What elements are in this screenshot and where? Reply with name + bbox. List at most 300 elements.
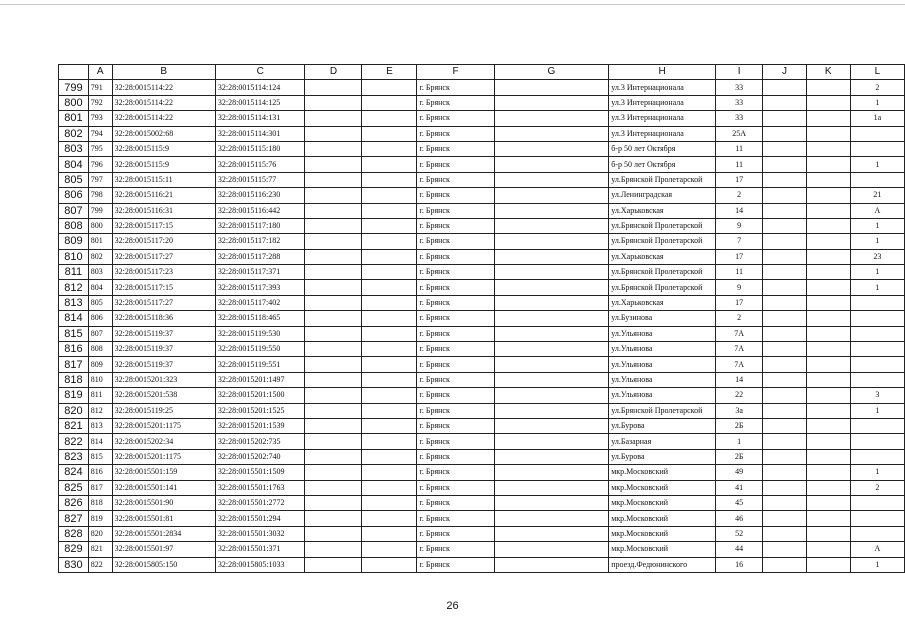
row-number[interactable]: 811 [59, 265, 89, 280]
cell-f[interactable]: г. Брянск [417, 188, 494, 203]
cell-l[interactable]: 1 [850, 218, 904, 233]
cell-d[interactable] [305, 342, 362, 357]
column-header-b[interactable]: B [112, 65, 215, 80]
cell-j[interactable] [763, 218, 806, 233]
cell-d[interactable] [305, 480, 362, 495]
row-number[interactable]: 822 [59, 434, 89, 449]
cell-k[interactable] [806, 480, 850, 495]
cell-g[interactable] [494, 188, 609, 203]
cell-e[interactable] [362, 218, 417, 233]
cell-k[interactable] [806, 203, 850, 218]
cell-b[interactable]: 32:28:0015117:23 [112, 265, 215, 280]
cell-a[interactable]: 811 [88, 388, 112, 403]
cell-g[interactable] [494, 403, 609, 418]
cell-h[interactable]: б-р 50 лет Октября [609, 141, 716, 156]
row-number[interactable]: 803 [59, 141, 89, 156]
cell-f[interactable]: г. Брянск [417, 372, 494, 387]
cell-k[interactable] [806, 434, 850, 449]
cell-a[interactable]: 796 [88, 157, 112, 172]
row-number[interactable]: 819 [59, 388, 89, 403]
cell-b[interactable]: 32:28:0015501:2834 [112, 526, 215, 541]
cell-j[interactable] [763, 418, 806, 433]
cell-k[interactable] [806, 188, 850, 203]
cell-d[interactable] [305, 388, 362, 403]
cell-c[interactable]: 32:28:0015201:1500 [215, 388, 305, 403]
cell-d[interactable] [305, 203, 362, 218]
cell-c[interactable]: 32:28:0015117:402 [215, 295, 305, 310]
cell-f[interactable]: г. Брянск [417, 157, 494, 172]
cell-a[interactable]: 797 [88, 172, 112, 187]
cell-e[interactable] [362, 80, 417, 95]
cell-e[interactable] [362, 526, 417, 541]
cell-f[interactable]: г. Брянск [417, 218, 494, 233]
cell-b[interactable]: 32:28:0015117:20 [112, 234, 215, 249]
row-number[interactable]: 801 [59, 111, 89, 126]
row-number[interactable]: 814 [59, 311, 89, 326]
cell-d[interactable] [305, 218, 362, 233]
cell-l[interactable] [850, 141, 904, 156]
cell-d[interactable] [305, 172, 362, 187]
cell-i[interactable]: 2Б [715, 418, 762, 433]
cell-j[interactable] [763, 80, 806, 95]
cell-l[interactable]: 1 [850, 403, 904, 418]
cell-a[interactable]: 792 [88, 95, 112, 110]
cell-d[interactable] [305, 265, 362, 280]
cell-i[interactable]: 1 [715, 434, 762, 449]
cell-k[interactable] [806, 265, 850, 280]
cell-i[interactable]: 45 [715, 495, 762, 510]
row-number[interactable]: 829 [59, 542, 89, 557]
cell-i[interactable]: 49 [715, 465, 762, 480]
column-header-i[interactable]: I [715, 65, 762, 80]
cell-g[interactable] [494, 295, 609, 310]
cell-h[interactable]: ул.Харьковская [609, 249, 716, 264]
cell-k[interactable] [806, 388, 850, 403]
column-header-e[interactable]: E [362, 65, 417, 80]
cell-a[interactable]: 791 [88, 80, 112, 95]
cell-b[interactable]: 32:28:0015117:15 [112, 218, 215, 233]
cell-e[interactable] [362, 141, 417, 156]
cell-d[interactable] [305, 434, 362, 449]
cell-l[interactable] [850, 526, 904, 541]
cell-i[interactable]: 11 [715, 157, 762, 172]
column-header-f[interactable]: F [417, 65, 494, 80]
cell-g[interactable] [494, 511, 609, 526]
cell-i[interactable]: 7А [715, 342, 762, 357]
cell-e[interactable] [362, 418, 417, 433]
cell-j[interactable] [763, 172, 806, 187]
cell-a[interactable]: 799 [88, 203, 112, 218]
cell-b[interactable]: 32:28:0015201:1175 [112, 418, 215, 433]
cell-c[interactable]: 32:28:0015114:125 [215, 95, 305, 110]
cell-h[interactable]: мкр.Московский [609, 465, 716, 480]
cell-l[interactable]: 1 [850, 280, 904, 295]
cell-h[interactable]: ул.Ульянова [609, 326, 716, 341]
cell-a[interactable]: 801 [88, 234, 112, 249]
row-number[interactable]: 824 [59, 465, 89, 480]
cell-f[interactable]: г. Брянск [417, 126, 494, 141]
cell-f[interactable]: г. Брянск [417, 111, 494, 126]
cell-i[interactable]: 33 [715, 80, 762, 95]
cell-e[interactable] [362, 126, 417, 141]
cell-h[interactable]: ул.Ленинградская [609, 188, 716, 203]
cell-d[interactable] [305, 280, 362, 295]
cell-i[interactable]: 9 [715, 280, 762, 295]
cell-f[interactable]: г. Брянск [417, 418, 494, 433]
cell-h[interactable]: ул.3 Интернационала [609, 80, 716, 95]
cell-i[interactable]: 16 [715, 557, 762, 572]
cell-k[interactable] [806, 542, 850, 557]
cell-e[interactable] [362, 326, 417, 341]
cell-h[interactable]: ул.Брянской Пролетарской [609, 403, 716, 418]
cell-l[interactable] [850, 495, 904, 510]
cell-j[interactable] [763, 249, 806, 264]
row-number[interactable]: 820 [59, 403, 89, 418]
cell-k[interactable] [806, 172, 850, 187]
cell-b[interactable]: 32:28:0015117:15 [112, 280, 215, 295]
cell-d[interactable] [305, 249, 362, 264]
column-header-h[interactable]: H [609, 65, 716, 80]
cell-f[interactable]: г. Брянск [417, 95, 494, 110]
cell-h[interactable]: мкр.Московский [609, 495, 716, 510]
cell-d[interactable] [305, 418, 362, 433]
cell-c[interactable]: 32:28:0015501:3032 [215, 526, 305, 541]
cell-i[interactable]: 41 [715, 480, 762, 495]
cell-c[interactable]: 32:28:0015201:1525 [215, 403, 305, 418]
cell-c[interactable]: 32:28:0015202:740 [215, 449, 305, 464]
cell-l[interactable]: А [850, 542, 904, 557]
cell-c[interactable]: 32:28:0015115:77 [215, 172, 305, 187]
cell-c[interactable]: 32:28:0015501:371 [215, 542, 305, 557]
cell-e[interactable] [362, 403, 417, 418]
cell-f[interactable]: г. Брянск [417, 542, 494, 557]
cell-f[interactable]: г. Брянск [417, 234, 494, 249]
cell-e[interactable] [362, 542, 417, 557]
cell-b[interactable]: 32:28:0015117:27 [112, 295, 215, 310]
cell-c[interactable]: 32:28:0015114:124 [215, 80, 305, 95]
cell-f[interactable]: г. Брянск [417, 403, 494, 418]
cell-b[interactable]: 32:28:0015119:37 [112, 342, 215, 357]
cell-k[interactable] [806, 80, 850, 95]
cell-k[interactable] [806, 357, 850, 372]
cell-e[interactable] [362, 511, 417, 526]
cell-h[interactable]: ул.3 Интернационала [609, 111, 716, 126]
cell-a[interactable]: 793 [88, 111, 112, 126]
cell-f[interactable]: г. Брянск [417, 326, 494, 341]
cell-j[interactable] [763, 542, 806, 557]
cell-e[interactable] [362, 188, 417, 203]
cell-h[interactable]: ул.Ульянова [609, 372, 716, 387]
cell-h[interactable]: мкр.Московский [609, 511, 716, 526]
cell-l[interactable]: 2 [850, 480, 904, 495]
cell-j[interactable] [763, 234, 806, 249]
cell-g[interactable] [494, 480, 609, 495]
row-number[interactable]: 828 [59, 526, 89, 541]
cell-j[interactable] [763, 188, 806, 203]
cell-b[interactable]: 32:28:0015116:21 [112, 188, 215, 203]
cell-d[interactable] [305, 357, 362, 372]
cell-b[interactable]: 32:28:0015115:11 [112, 172, 215, 187]
cell-l[interactable] [850, 357, 904, 372]
row-number[interactable]: 809 [59, 234, 89, 249]
cell-h[interactable]: б-р 50 лет Октября [609, 157, 716, 172]
cell-f[interactable]: г. Брянск [417, 465, 494, 480]
cell-j[interactable] [763, 295, 806, 310]
cell-h[interactable]: ул.Бурова [609, 418, 716, 433]
cell-a[interactable]: 803 [88, 265, 112, 280]
cell-c[interactable]: 32:28:0015116:442 [215, 203, 305, 218]
column-header-k[interactable]: K [806, 65, 850, 80]
cell-j[interactable] [763, 357, 806, 372]
cell-i[interactable]: 7А [715, 326, 762, 341]
cell-f[interactable]: г. Брянск [417, 80, 494, 95]
cell-k[interactable] [806, 111, 850, 126]
cell-j[interactable] [763, 265, 806, 280]
cell-c[interactable]: 32:28:0015118:465 [215, 311, 305, 326]
cell-g[interactable] [494, 311, 609, 326]
cell-c[interactable]: 32:28:0015117:288 [215, 249, 305, 264]
cell-c[interactable]: 32:28:0015201:1497 [215, 372, 305, 387]
cell-c[interactable]: 32:28:0015117:393 [215, 280, 305, 295]
cell-c[interactable]: 32:28:0015805:1033 [215, 557, 305, 572]
cell-f[interactable]: г. Брянск [417, 557, 494, 572]
cell-d[interactable] [305, 403, 362, 418]
cell-e[interactable] [362, 265, 417, 280]
cell-f[interactable]: г. Брянск [417, 342, 494, 357]
cell-c[interactable]: 32:28:0015501:294 [215, 511, 305, 526]
cell-i[interactable]: 25А [715, 126, 762, 141]
cell-e[interactable] [362, 342, 417, 357]
column-header-d[interactable]: D [305, 65, 362, 80]
cell-g[interactable] [494, 203, 609, 218]
cell-a[interactable]: 818 [88, 495, 112, 510]
cell-g[interactable] [494, 80, 609, 95]
cell-j[interactable] [763, 126, 806, 141]
cell-l[interactable]: 2 [850, 80, 904, 95]
row-number[interactable]: 821 [59, 418, 89, 433]
cell-j[interactable] [763, 526, 806, 541]
cell-b[interactable]: 32:28:0015115:9 [112, 157, 215, 172]
cell-i[interactable]: 17 [715, 249, 762, 264]
cell-g[interactable] [494, 542, 609, 557]
cell-e[interactable] [362, 280, 417, 295]
row-number[interactable]: 812 [59, 280, 89, 295]
cell-e[interactable] [362, 203, 417, 218]
cell-g[interactable] [494, 326, 609, 341]
cell-f[interactable]: г. Брянск [417, 511, 494, 526]
cell-d[interactable] [305, 326, 362, 341]
cell-h[interactable]: ул.3 Интернационала [609, 126, 716, 141]
cell-j[interactable] [763, 111, 806, 126]
cell-k[interactable] [806, 372, 850, 387]
row-number[interactable]: 826 [59, 495, 89, 510]
cell-a[interactable]: 808 [88, 342, 112, 357]
cell-k[interactable] [806, 295, 850, 310]
cell-a[interactable]: 821 [88, 542, 112, 557]
cell-j[interactable] [763, 372, 806, 387]
cell-k[interactable] [806, 403, 850, 418]
cell-c[interactable]: 32:28:0015201:1539 [215, 418, 305, 433]
cell-d[interactable] [305, 542, 362, 557]
column-header-j[interactable]: J [763, 65, 806, 80]
cell-b[interactable]: 32:28:0015201:1175 [112, 449, 215, 464]
cell-k[interactable] [806, 234, 850, 249]
cell-d[interactable] [305, 372, 362, 387]
cell-l[interactable] [850, 342, 904, 357]
cell-g[interactable] [494, 265, 609, 280]
row-number[interactable]: 815 [59, 326, 89, 341]
cell-e[interactable] [362, 465, 417, 480]
cell-h[interactable]: ул.Ульянова [609, 342, 716, 357]
cell-k[interactable] [806, 511, 850, 526]
cell-l[interactable] [850, 326, 904, 341]
cell-c[interactable]: 32:28:0015114:131 [215, 111, 305, 126]
cell-g[interactable] [494, 465, 609, 480]
column-header-a[interactable]: A [88, 65, 112, 80]
row-number[interactable]: 806 [59, 188, 89, 203]
cell-f[interactable]: г. Брянск [417, 388, 494, 403]
cell-g[interactable] [494, 157, 609, 172]
cell-i[interactable]: 52 [715, 526, 762, 541]
cell-a[interactable]: 795 [88, 141, 112, 156]
cell-a[interactable]: 806 [88, 311, 112, 326]
cell-k[interactable] [806, 495, 850, 510]
cell-h[interactable]: ул.3 Интернационала [609, 95, 716, 110]
row-number[interactable]: 818 [59, 372, 89, 387]
cell-b[interactable]: 32:28:0015805:150 [112, 557, 215, 572]
cell-h[interactable]: мкр.Московский [609, 542, 716, 557]
cell-b[interactable]: 32:28:0015002:68 [112, 126, 215, 141]
cell-a[interactable]: 804 [88, 280, 112, 295]
cell-a[interactable]: 817 [88, 480, 112, 495]
cell-a[interactable]: 805 [88, 295, 112, 310]
cell-j[interactable] [763, 403, 806, 418]
cell-l[interactable]: 23 [850, 249, 904, 264]
cell-d[interactable] [305, 141, 362, 156]
cell-i[interactable]: 2 [715, 188, 762, 203]
cell-j[interactable] [763, 480, 806, 495]
cell-e[interactable] [362, 388, 417, 403]
cell-l[interactable]: 1 [850, 465, 904, 480]
cell-b[interactable]: 32:28:0015114:22 [112, 95, 215, 110]
cell-d[interactable] [305, 157, 362, 172]
cell-k[interactable] [806, 126, 850, 141]
row-number[interactable]: 802 [59, 126, 89, 141]
cell-g[interactable] [494, 218, 609, 233]
cell-e[interactable] [362, 157, 417, 172]
cell-k[interactable] [806, 95, 850, 110]
cell-j[interactable] [763, 495, 806, 510]
column-header-g[interactable]: G [494, 65, 609, 80]
cell-h[interactable]: ул.Харьковская [609, 203, 716, 218]
cell-j[interactable] [763, 449, 806, 464]
row-number[interactable]: 805 [59, 172, 89, 187]
cell-l[interactable]: 1 [850, 157, 904, 172]
cell-l[interactable] [850, 126, 904, 141]
cell-f[interactable]: г. Брянск [417, 203, 494, 218]
cell-a[interactable]: 819 [88, 511, 112, 526]
cell-b[interactable]: 32:28:0015119:25 [112, 403, 215, 418]
cell-a[interactable]: 802 [88, 249, 112, 264]
cell-d[interactable] [305, 295, 362, 310]
cell-d[interactable] [305, 111, 362, 126]
cell-j[interactable] [763, 434, 806, 449]
cell-d[interactable] [305, 465, 362, 480]
cell-l[interactable] [850, 311, 904, 326]
cell-i[interactable]: 9 [715, 218, 762, 233]
cell-c[interactable]: 32:28:0015116:230 [215, 188, 305, 203]
cell-i[interactable]: 11 [715, 141, 762, 156]
column-header-c[interactable]: C [215, 65, 305, 80]
cell-g[interactable] [494, 249, 609, 264]
cell-a[interactable]: 794 [88, 126, 112, 141]
cell-g[interactable] [494, 95, 609, 110]
cell-b[interactable]: 32:28:0015202:34 [112, 434, 215, 449]
cell-f[interactable]: г. Брянск [417, 249, 494, 264]
cell-g[interactable] [494, 342, 609, 357]
cell-f[interactable]: г. Брянск [417, 480, 494, 495]
cell-h[interactable]: ул.Брянской Пролетарской [609, 265, 716, 280]
cell-f[interactable]: г. Брянск [417, 172, 494, 187]
cell-b[interactable]: 32:28:0015501:141 [112, 480, 215, 495]
cell-a[interactable]: 815 [88, 449, 112, 464]
cell-d[interactable] [305, 526, 362, 541]
cell-h[interactable]: ул.Брянской Пролетарской [609, 234, 716, 249]
row-number[interactable]: 823 [59, 449, 89, 464]
cell-j[interactable] [763, 326, 806, 341]
cell-f[interactable]: г. Брянск [417, 280, 494, 295]
cell-g[interactable] [494, 418, 609, 433]
cell-k[interactable] [806, 526, 850, 541]
cell-b[interactable]: 32:28:0015116:31 [112, 203, 215, 218]
cell-h[interactable]: ул.Брянской Пролетарской [609, 172, 716, 187]
cell-k[interactable] [806, 311, 850, 326]
cell-d[interactable] [305, 234, 362, 249]
cell-g[interactable] [494, 372, 609, 387]
cell-g[interactable] [494, 280, 609, 295]
cell-i[interactable]: 11 [715, 265, 762, 280]
row-number[interactable]: 830 [59, 557, 89, 572]
cell-d[interactable] [305, 188, 362, 203]
cell-h[interactable]: ул.Ульянова [609, 388, 716, 403]
cell-l[interactable] [850, 511, 904, 526]
cell-l[interactable]: 1 [850, 557, 904, 572]
cell-f[interactable]: г. Брянск [417, 357, 494, 372]
cell-l[interactable]: 3 [850, 388, 904, 403]
cell-g[interactable] [494, 357, 609, 372]
cell-b[interactable]: 32:28:0015114:22 [112, 111, 215, 126]
cell-e[interactable] [362, 372, 417, 387]
cell-e[interactable] [362, 557, 417, 572]
cell-l[interactable] [850, 418, 904, 433]
cell-i[interactable]: 33 [715, 111, 762, 126]
cell-c[interactable]: 32:28:0015117:182 [215, 234, 305, 249]
cell-e[interactable] [362, 449, 417, 464]
cell-i[interactable]: 46 [715, 511, 762, 526]
cell-j[interactable] [763, 141, 806, 156]
cell-d[interactable] [305, 511, 362, 526]
cell-l[interactable]: 1 [850, 265, 904, 280]
cell-e[interactable] [362, 434, 417, 449]
cell-l[interactable]: 1а [850, 111, 904, 126]
cell-g[interactable] [494, 172, 609, 187]
cell-k[interactable] [806, 280, 850, 295]
row-number[interactable]: 808 [59, 218, 89, 233]
cell-c[interactable]: 32:28:0015501:2772 [215, 495, 305, 510]
row-number[interactable]: 816 [59, 342, 89, 357]
cell-a[interactable]: 822 [88, 557, 112, 572]
cell-b[interactable]: 32:28:0015115:9 [112, 141, 215, 156]
